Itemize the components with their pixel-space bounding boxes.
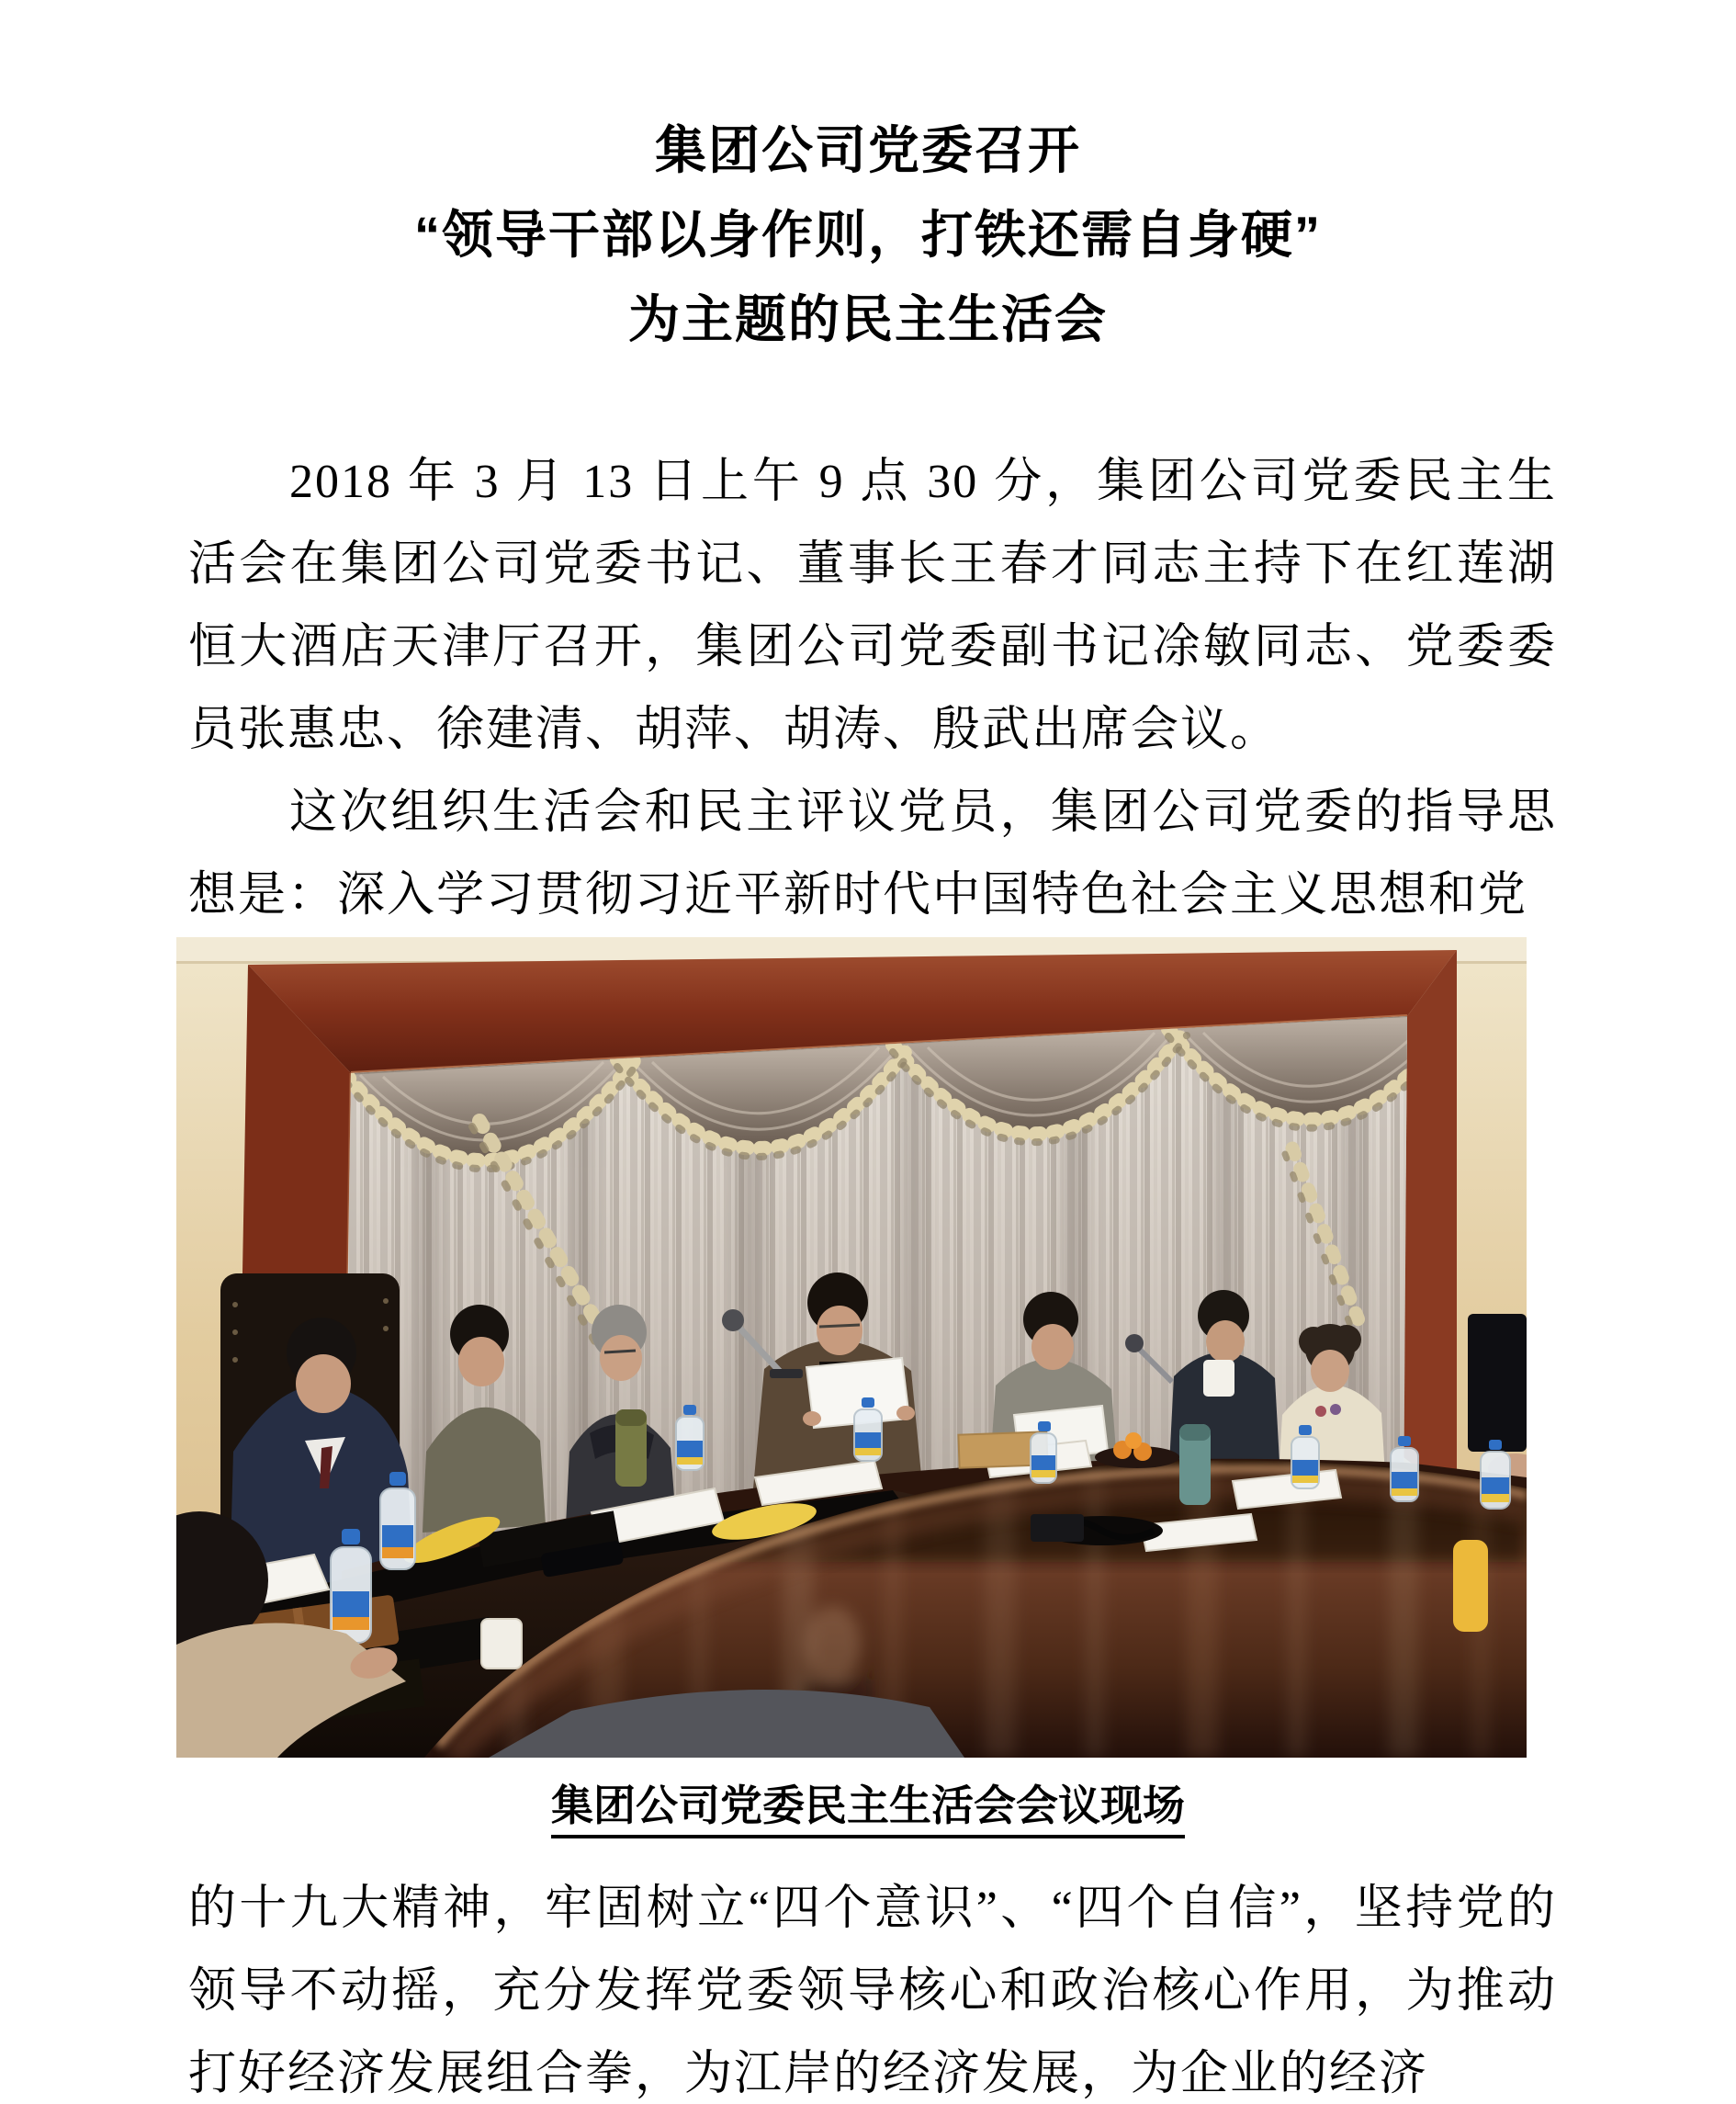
title-line-3: 为主题的民主生活会 [628, 290, 1108, 348]
meeting-photo [176, 937, 1527, 1758]
title-line-1: 集团公司党委召开 [655, 121, 1081, 179]
paragraph-1: 2018 年 3 月 13 日上午 9 点 30 分，集团公司党委民主生活会在集团公司党委书记、董事长王春才同志主持下在红莲湖恒大酒店天津厅召开，集团公司党委副书记凃敏同志、党委委员张惠忠、徐建清、胡萍、胡涛、殷武出席会议。 [188, 456, 1557, 756]
photo-caption: 集团公司党委民主生活会会议现场 [0, 1776, 1736, 1835]
document-title [0, 108, 1736, 362]
meeting-photo-graphic [176, 937, 1527, 1758]
paragraph-2: 这次组织生活会和民主评议党员，集团公司党委的指导思想是：深入学习贯彻习近平新时代中国特色社会主义思想和党 [188, 786, 1557, 922]
paragraph-3: 的十九大精神，牢固树立“四个意识”、“四个自信”，坚持党的领导不动摇，充分发挥党委领导核心和政治核心作用，为推动打好经济发展组合拳，为江岸的经济发展，为企业的经济 [188, 1883, 1557, 2100]
title-line-2: “领导干部以身作则，打铁还需自身硬” [414, 206, 1322, 264]
